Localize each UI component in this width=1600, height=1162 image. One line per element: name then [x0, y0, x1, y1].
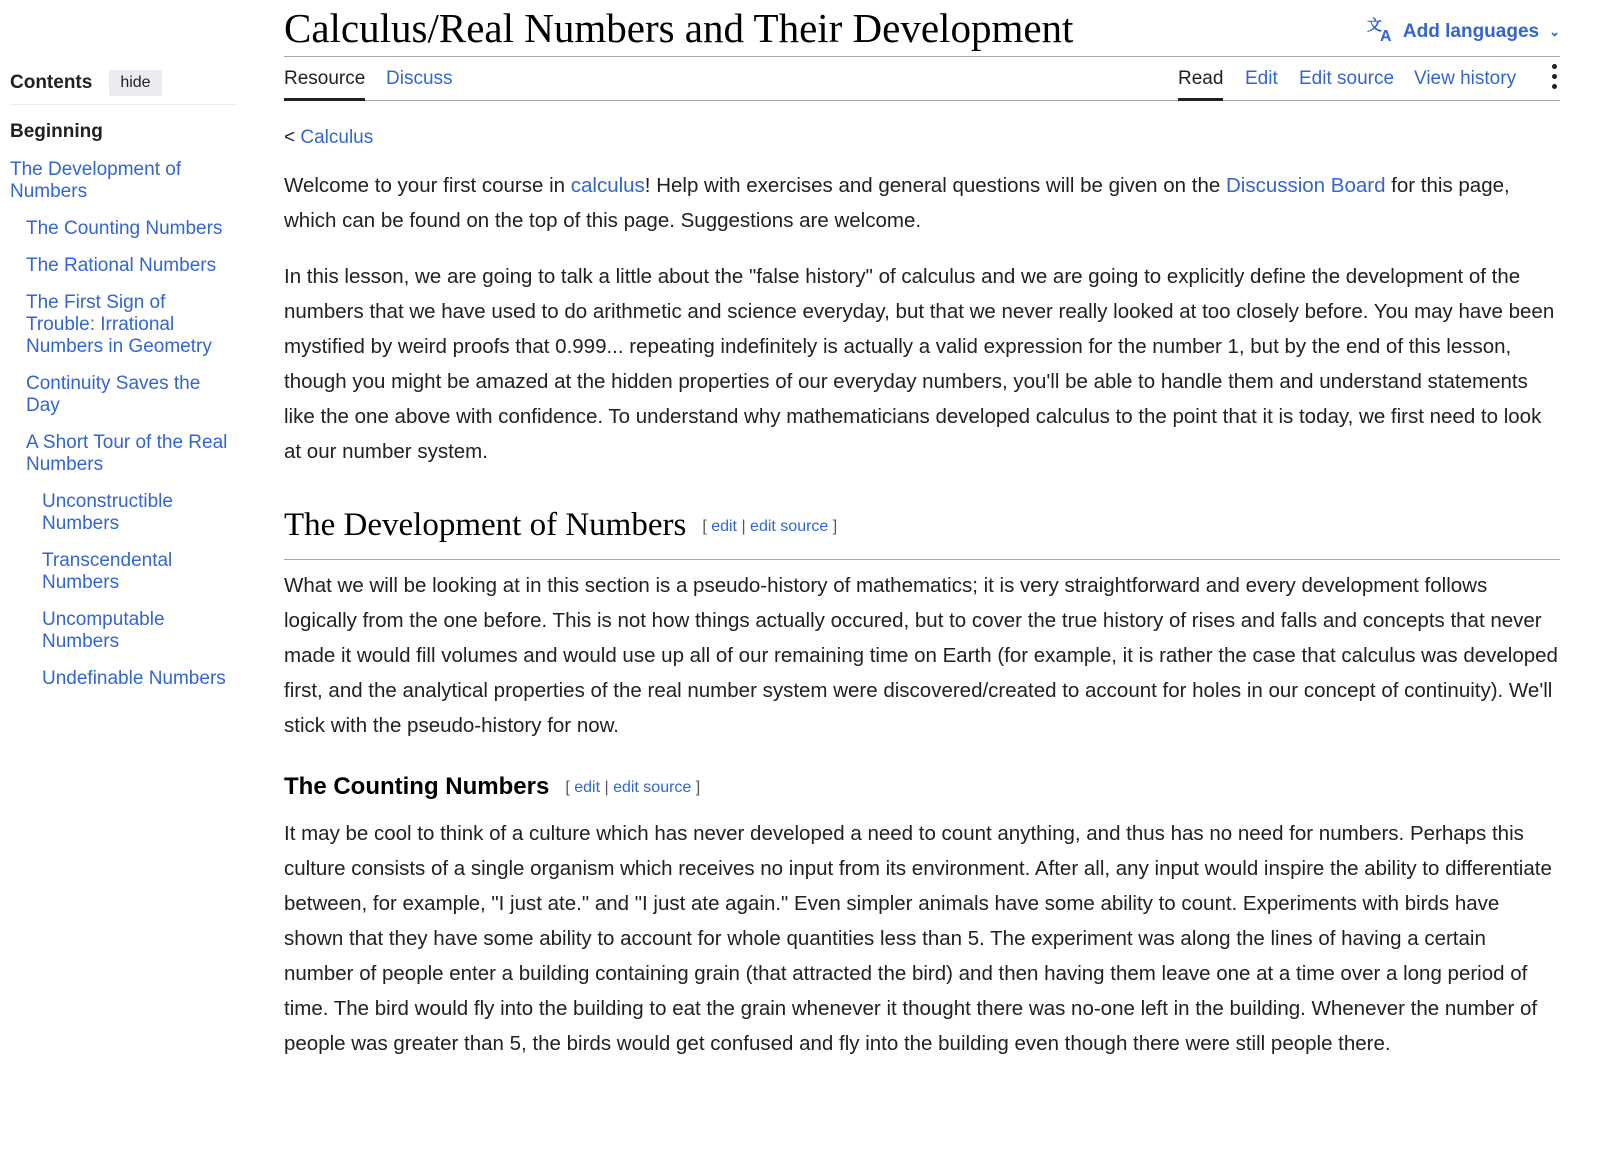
- edit-bracket-close: ]: [828, 518, 838, 536]
- section-heading-counting-text: The Counting Numbers: [284, 773, 550, 801]
- toc-item-continuity[interactable]: Continuity Saves the Day: [26, 373, 201, 416]
- breadcrumb: [284, 124, 1560, 152]
- edit-bracket-close: ]: [691, 779, 701, 797]
- edit-section-links: [565, 779, 700, 796]
- toc-hide-button[interactable]: hide: [109, 70, 161, 96]
- tab-discuss[interactable]: Discuss: [386, 68, 453, 89]
- edit-bracket-open: [: [565, 779, 575, 797]
- toc-list: [10, 121, 236, 690]
- more-options-icon[interactable]: [1552, 64, 1558, 94]
- tab-edit[interactable]: Edit: [1245, 68, 1278, 89]
- toc-item-unconstructible[interactable]: Unconstructible Numbers: [42, 491, 173, 534]
- page-title: Calculus/Real Numbers and Their Development: [284, 5, 1074, 51]
- edit-separator: |: [600, 779, 614, 797]
- toc-item-undefinable[interactable]: Undefinable Numbers: [42, 668, 226, 689]
- toc-header: [10, 66, 236, 105]
- section-heading-development-text: The Development of Numbers: [284, 507, 687, 543]
- svg-text:A: A: [1379, 28, 1392, 42]
- toc-item-irrational-numbers[interactable]: The First Sign of Trouble: Irrational Numbers in Geometry: [26, 292, 212, 357]
- toc-item-uncomputable[interactable]: Uncomputable Numbers: [42, 609, 165, 652]
- title-divider: [284, 56, 1560, 57]
- edit-link[interactable]: edit: [711, 518, 737, 536]
- edit-section-links: [702, 518, 837, 535]
- edit-source-link[interactable]: edit source: [613, 779, 692, 797]
- calculus-link[interactable]: calculus: [570, 174, 645, 197]
- add-languages-button[interactable]: [1367, 16, 1560, 48]
- toc-item-transcendental[interactable]: Transcendental Numbers: [42, 550, 173, 593]
- page-tabs: [284, 58, 1560, 101]
- lesson-paragraph: In this lesson, we are going to talk a little about the "false history" of calculus and we are going to explicitly define the development of the numbers that we have used to do arithmetic and science everyday, but that we never really looked at too closely before. You may have been mystified by weird proofs that 0.999... repeating indefinitely is actually a valid expression for the number 1, but by the end of this lesson, though you might be amazed at the hidden properties of our everyday numbers, you'll be able to handle them and understand statements like the one above with confidence. To understand why mathematicians developed calculus to the point that it is today, we first need to look at our number system.: [284, 265, 1555, 463]
- discussion-board-link[interactable]: Discussion Board: [1225, 174, 1386, 197]
- toc-item-development-of-numbers[interactable]: The Development of Numbers: [10, 159, 182, 202]
- breadcrumb-prefix: <: [284, 127, 301, 148]
- section-heading-development: [284, 505, 1560, 560]
- intro-text-2: ! Help with exercises and general questions will be given on the: [644, 174, 1226, 197]
- toc-item-rational-numbers[interactable]: The Rational Numbers: [26, 255, 217, 276]
- tab-view-history[interactable]: View history: [1414, 68, 1517, 89]
- edit-source-link[interactable]: edit source: [750, 518, 829, 536]
- edit-bracket-open: [: [702, 518, 712, 536]
- section-heading-counting: [284, 771, 1560, 804]
- edit-separator: |: [737, 518, 751, 536]
- chevron-down-icon: ⌄: [1549, 24, 1560, 39]
- intro-paragraph: [284, 168, 1560, 238]
- toc-item-counting-numbers[interactable]: The Counting Numbers: [26, 218, 223, 239]
- add-languages-label: Add languages: [1402, 21, 1540, 42]
- toc-item-beginning[interactable]: Beginning: [10, 121, 103, 142]
- toc-title: Contents: [10, 72, 93, 93]
- counting-paragraph: It may be cool to think of a culture which has never developed a need to count anything, and thus has no need for numbers. Perhaps this culture consists of a single organism which receives no input from its environment. After all, any input would inspire the ability to differentiate between, for example, "I just ate." and "I just ate again." Even simpler animals have some ability to count. Experiments with birds have shown that they have some ability to account for whole quantities less than 5. The experiment was along the lines of having a certain number of people enter a building containing grain (that attracted the bird) and then having them leave one at a time over a long period of time. The bird would fly into the building to eat the grain whenever it thought there was no-one left in the building. Whenever the number of people was greater than 5, the birds would get confused and fly into the building even though there were still people there.: [284, 822, 1552, 1056]
- tab-edit-source[interactable]: Edit source: [1299, 68, 1395, 89]
- intro-text-1: Welcome to your first course in: [284, 174, 571, 197]
- development-paragraph: What we will be looking at in this section is a pseudo-history of mathematics; it is very straightforward and every development follows logically from the one before. This is not how things actually occured, but to cover the true history of rises and falls and concepts that never made it would fill volumes and would use up all of our remaining time on Earth (for example, it is rather the case that calculus was developed first, and the analytical properties of the real number system were discovered/created to account for holes in our concept of continuity). We'll stick with the pseudo-history for now.: [284, 574, 1558, 738]
- article-content: [284, 124, 1560, 1082]
- svg-text:文: 文: [1366, 16, 1382, 34]
- tab-resource[interactable]: Resource: [284, 68, 366, 89]
- translate-icon: [1367, 16, 1395, 48]
- tab-read[interactable]: Read: [1178, 68, 1224, 89]
- edit-link[interactable]: edit: [574, 779, 601, 797]
- breadcrumb-link-calculus[interactable]: Calculus: [300, 127, 374, 148]
- intro-text-3: for this page, which can be found on the top of this page. Suggestions are welcome.: [284, 174, 1510, 232]
- toc-item-real-numbers-tour[interactable]: A Short Tour of the Real Numbers: [26, 432, 228, 475]
- table-of-contents: [10, 66, 236, 705]
